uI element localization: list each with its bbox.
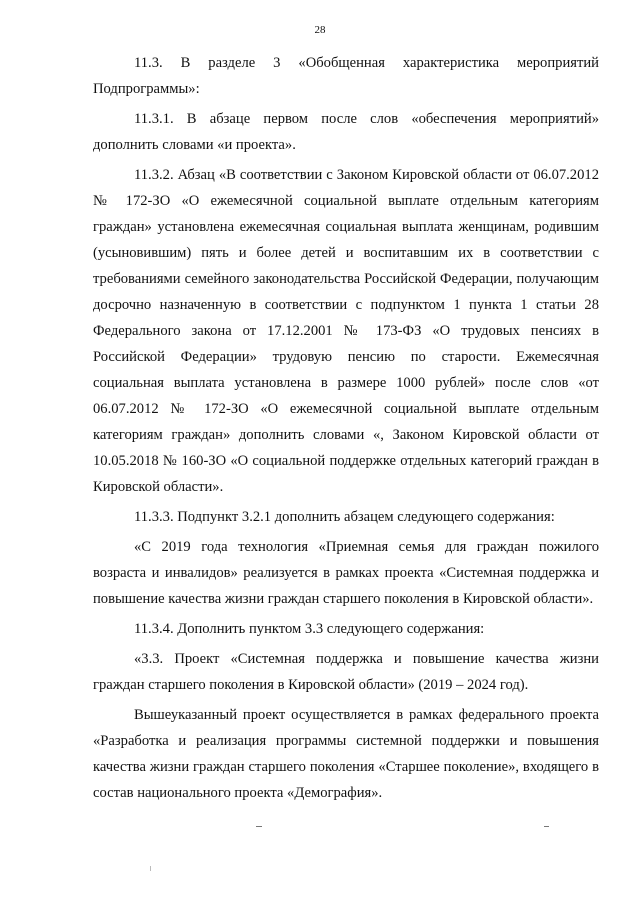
paragraph-11-3-4: 11.3.4. Дополнить пунктом 3.3 следующего содержания: xyxy=(134,621,485,637)
paragraph-federal-project: Вышеуказанный проект осуществляется в рамках федерального проекта «Разработка и реализация программы системной поддержки и повышения качества жизни граждан старшего поколения «Старшее поколение», входящего в состав национального проекта «Демография». xyxy=(93,707,599,801)
paragraph-quote-3-3: «3.3. Проект «Системная поддержка и повышение качества жизни граждан старшего поколения в Кировской области» (2019 – 2024 год). xyxy=(93,651,599,693)
scan-mark xyxy=(256,826,262,827)
paragraph-11-3-3: 11.3.3. Подпункт 3.2.1 дополнить абзацем следующего содержания: xyxy=(134,509,555,525)
paragraph-11-3: 11.3. В разделе 3 «Обобщенная характеристика мероприятий Подпрограммы»: xyxy=(93,55,599,97)
paragraph-quote-2019: «С 2019 года технология «Приемная семья для граждан пожилого возраста и инвалидов» реализуется в рамках проекта «Системная поддержка и повышение качества жизни граждан старшего поколения в Кировской области». xyxy=(93,539,599,607)
page-number: 28 xyxy=(314,24,326,36)
paragraph-11-3-1: 11.3.1. В абзаце первом после слов «обеспечения мероприятий» дополнить словами «и проекта». xyxy=(93,111,599,153)
document-body xyxy=(93,50,599,810)
paragraph-11-3-2: 11.3.2. Абзац «В соответствии с Законом Кировской области от 06.07.2012 № 172-ЗО «О ежемесячной социальной выплате отдельным категориям граждан» установлена ежемесячная социальная выплата женщинам, родившим (усыновившим) пять и более детей и воспитавшим их в соответствии с требованиями семейного законодательства Российской Федерации, получающим досрочно назначенную в соответствии с подпунктом 1 пункта 1 статьи 28 Федерального закона от 17.12.2001 № 173-ФЗ «О трудовых пенсиях в Российской Федерации» трудовую пенсию по старости. Ежемесячная социальная выплата установлена в размере 1000 рублей» после слов «от 06.07.2012 № 172-ЗО «О ежемесячной социальной выплате отдельным категориям граждан» дополнить словами «, Законом Кировской области от 10.05.2018 № 160-ЗО «О социальной поддержке отдельных категорий граждан в Кировской области». xyxy=(93,167,599,495)
scan-mark xyxy=(544,826,549,827)
scan-mark xyxy=(150,866,151,871)
